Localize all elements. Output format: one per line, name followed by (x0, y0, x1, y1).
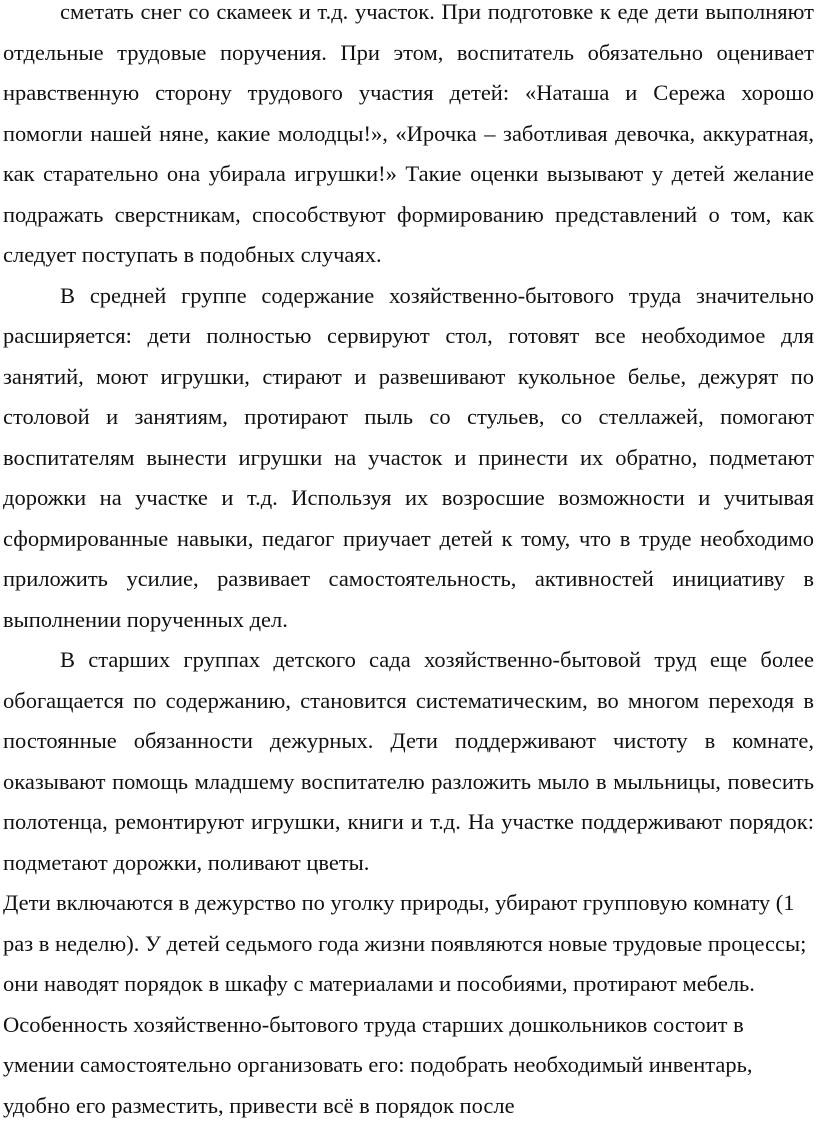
paragraph-2: В средней группе содержание хозяйственно-бытового труда значительно расширяется: дети полностью сервируют стол, готовят все необходимое для занятий, моют игрушки, стирают и развешивают кукольное белье, дежурят по столовой и занятиям, протирают пыль со стульев, со стеллажей, помогают воспитателям вынести игрушки на участок и принести их обратно, подметают дорожки на участке и т.д. Используя их возросшие возможности и учитывая сформированные навыки, педагог приучает детей к тому, что в труде необходимо приложить усилие, развивает самостоятельность, активностей инициативу в выполнении порученных дел. (3, 282, 814, 632)
paragraph-1: сметать снег со скамеек и т.д. участок. При подготовке к еде дети выполняют отдельные трудовые поручения. При этом, воспитатель обязательно оценивает нравственную сторону трудового участия детей: «Наташа и Сережа хорошо помогли нашей няне, какие молодцы!», «Ирочка – заботливая девочка, аккуратная, как старательно она убирала игрушки!» Такие оценки вызывают у детей желание подражать сверстникам, способствуют формированию представлений о том, как следует поступать в подобных случаях. (3, 0, 814, 267)
paragraph-4: Дети включаются в дежурство по уголку природы, убирают групповую комнату (1 раз в неделю). У детей седьмого года жизни появляются новые трудовые процессы; они наводят порядок в шкафу с материалами и пособиями, протирают мебель. Особенность хозяйственно-бытового труда старших дошкольников состоит в умении самостоятельно организовать его: подобрать необходимый инвентарь, удобно его разместить, привести всё в порядок после (3, 890, 807, 1118)
paragraph-3: В старших группах детского сада хозяйственно-бытовой труд еще более обогащается по содержанию, становится систематическим, во многом переходя в постоянные обязанности дежурных. Дети поддерживают чистоту в комнате, оказывают помощь младшему воспитателю разложить мыло в мыльницы, повесить полотенца, ремонтируют игрушки, книги и т.д. На участке поддерживают порядок: подметают дорожки, поливают цветы. (3, 647, 814, 875)
